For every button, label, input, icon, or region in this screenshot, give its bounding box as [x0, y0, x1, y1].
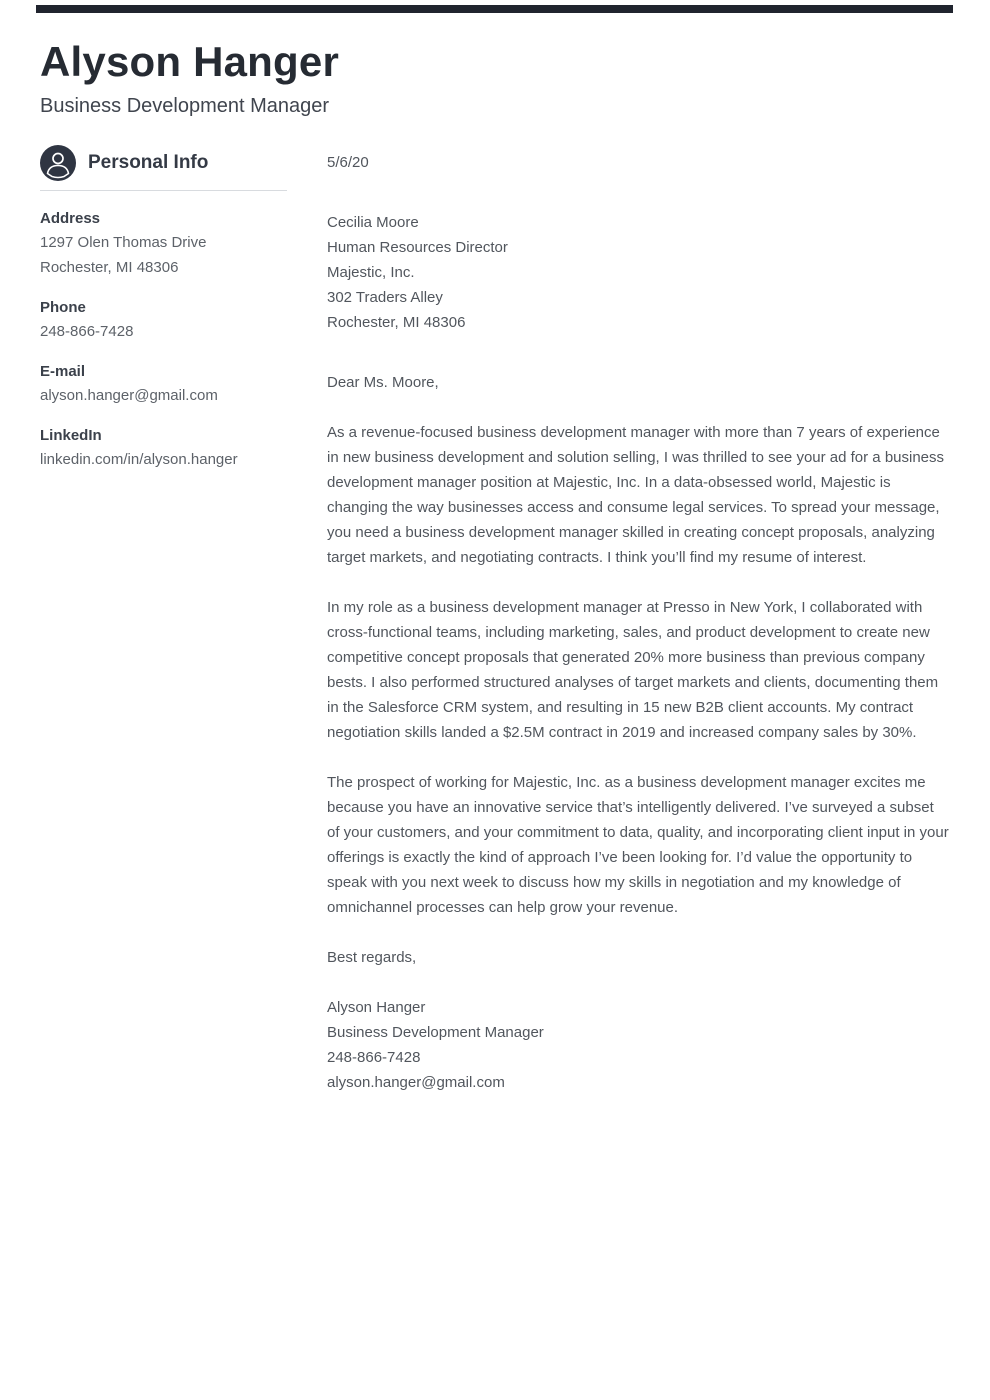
paragraph-2: In my role as a business development manager at Presso in New York, I collaborated with cross-functional teams, including marketing, sales, and product development to create new competitive concept proposals that generated 20% more business than previous company bests. I also performed structured analyses of target markets and clients, documenting them in the Salesforce CRM system, and resulting in 15 new B2B client accounts. My contract negotiation skills landed a $2.5M contract in 2019 and increased company sales by 30%.: [327, 599, 939, 741]
signature-phone: 248-866-7428: [327, 1049, 421, 1066]
paragraph-3: The prospect of working for Majestic, Inc. as a business development manager excites me because you have an innovative service that’s intelligently delivered. I’ve surveyed a subset of your customers, and your commitment to data, quality, and incorporating client input in your offerings is exactly the kind of approach I’ve been looking for. I’d value the opportunity to speak with you next week to discuss how my skills in negotiation and my knowledge of omnichannel processes can help grow your revenue.: [327, 774, 949, 916]
phone-value: 248-866-7428: [40, 323, 134, 340]
recipient-city: Rochester, MI 48306: [327, 314, 466, 331]
person-icon: [40, 145, 76, 181]
address-line-1: 1297 Olen Thomas Drive: [40, 234, 207, 251]
recipient-company: Majestic, Inc.: [327, 264, 415, 281]
recipient-title: Human Resources Director: [327, 239, 508, 256]
recipient-name: Cecilia Moore: [327, 214, 419, 231]
sidebar-header: [40, 145, 287, 181]
sidebar-divider: [40, 190, 287, 191]
sidebar-section-phone: [40, 296, 287, 344]
top-accent-bar: [36, 5, 953, 13]
salutation: Dear Ms. Moore,: [327, 374, 439, 391]
sidebar-section-address: [40, 207, 287, 280]
closing: Best regards,: [327, 949, 417, 966]
signature-title: Business Development Manager: [327, 1024, 544, 1041]
recipient-street: 302 Traders Alley: [327, 289, 443, 306]
paragraph-1: As a revenue-focused business development manager with more than 7 years of experience in new business development and solution selling, I was thrilled to see your ad for a business development manager position at Majestic, Inc. In a data-obsessed world, Majestic is changing the way businesses access and consume legal services. To spread your message, you need a business development manager skilled in creating concept proposals, analyzing target markets, and negotiating contracts. I think you’ll find my resume of interest.: [327, 424, 945, 566]
sidebar-section-linkedin: [40, 424, 287, 472]
letter-date: 5/6/20: [327, 154, 369, 171]
document-header: [40, 40, 339, 118]
personal-info-sidebar: [40, 145, 287, 472]
letter-body: [327, 150, 950, 1095]
address-label: Address: [40, 210, 101, 227]
signature-email: alyson.hanger@gmail.com: [327, 1074, 505, 1091]
signature-block: [327, 995, 950, 1095]
linkedin-label: LinkedIn: [40, 427, 102, 444]
recipient-block: [327, 210, 950, 335]
signature-name: Alyson Hanger: [327, 999, 426, 1016]
linkedin-value: linkedin.com/in/alyson.hanger: [40, 451, 238, 468]
sidebar-section-email: [40, 360, 287, 408]
sidebar-heading: Personal Info: [88, 152, 209, 173]
phone-label: Phone: [40, 299, 86, 316]
candidate-job-title: Business Development Manager: [40, 95, 330, 117]
email-label: E-mail: [40, 363, 86, 380]
email-value: alyson.hanger@gmail.com: [40, 387, 218, 404]
address-line-2: Rochester, MI 48306: [40, 259, 179, 276]
candidate-name: Alyson Hanger: [40, 38, 339, 85]
